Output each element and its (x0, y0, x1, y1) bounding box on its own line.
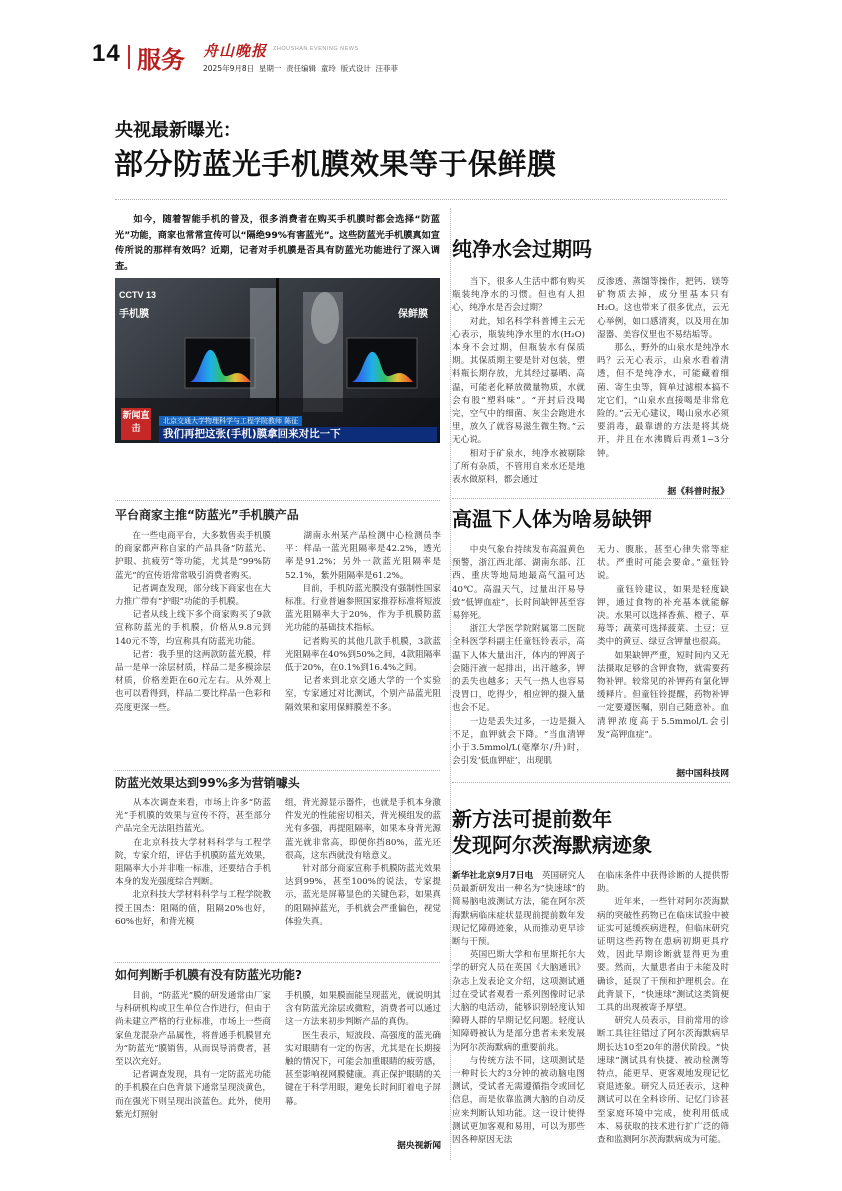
article4-col2: 在临床条件中获得诊断的人提供帮助。 近年来，一些针对阿尔茨海默病的突破性药物已在临床试验中被证实可延缓疾病进程，但临床研究证明这些药物在患病初期更具疗效，因此早期诊断就显得更为重要。然而，大量患者由于未能及时确诊，延误了干预和护理机会。在此背景下，“快速球”测试这类简便工具的出现被寄予厚望。 研究人员表示，目前常用的诊断工具往往错过了阿尔茨海默病早期长达10至20年的潜伏阶段。“快速球”测试具有快捷、被动检测等特点，能更早、更客观地发现记忆衰退迹象。研究人员还表示，这种测试可以在全科诊所、记忆门诊甚至家庭环境中完成，使利用低成本、易获取的技术进行扩广泛的筛查和监测阿尔茨海默病成为可能。 (597, 871, 729, 1146)
section1-rule (115, 500, 440, 501)
lead-kicker: 央视最新曝光： (115, 120, 241, 141)
article2-source: 据《科普时报》 (667, 487, 729, 497)
photo-right-label: 保鲜膜 (398, 309, 428, 320)
section3-rule (115, 962, 440, 963)
header-info: 2025年9月8日 星期一 责任编辑 童玲 版式设计 汪菲菲 (203, 64, 398, 73)
section1-col2: 湖南永州某产品检测中心检测员李平：样品一蓝光阻隔率是42.2%，透光率是91.2%；另外一款蓝光阻隔率是52.1%，紫外阻隔率是61.2%。 目前，手机防蓝光膜没有强制性国家标准。行业普遍参照国家推荐标准将短波蓝光阻隔率大于20%，作为手机膜防蓝光功能的基础技术指标。 记者购买的其他几款手机膜，3款蓝光阻隔率在40%到50%之间，4款阻隔率低于20%，在0.1%到16.4%之间。 记者来到北京交通大学的一个实验室，专家通过对比测试，个别产品蓝光阻隔效果和家用保鲜膜差不多。 (285, 531, 441, 713)
section3-col1: 目前，“防蓝光”膜的研发通常由厂家与科研机构或卫生单位合作进行，但由于尚未建立严格的行业标准，市场上一些商家鱼龙混杂产品属性，将普通手机膜冒充为“防蓝光”膜销售，从而误导消费者，甚至以次充好。 记者调查发现，具有一定防蓝光功能的手机膜在白色背景下通常呈现淡黄色，而在强光下则呈现出淡蓝色。此外，使用紫光灯照射 (115, 991, 271, 1120)
program-badge: 新闻直击 (121, 408, 151, 440)
lead-photo (115, 278, 440, 443)
article3-source: 据中国科技网 (676, 769, 729, 779)
article2-col2: 反渗透、蒸馏等操作，把钙、镁等矿物质去掉，成分里基本只有H₂O。这也带来了很多优点，云无心举例，如口感清爽，以及用在加湿器、美容仪里也不易结垢等。 那么，野外的山泉水是纯净水吗？云无心表示，山泉水看着清透，但不是纯净水，可能藏着细菌、寄生虫等，简单过滤根本搞不定它们，“山泉水直接喝是非常危险的。”云无心建议，喝山泉水必须要消毒，最靠谱的方法是将其烧开，并且在水沸腾后再煮1~3分钟。 (597, 277, 729, 459)
cctv-logo: CCTV 13 (119, 290, 157, 300)
page-header (0, 0, 842, 80)
article4-rule (452, 782, 730, 783)
caption-main: 我们再把这张(手机)膜拿回来对比一下 (159, 427, 437, 442)
article3-col2: 无力、腹胀，甚至心律失常等症状。严重时可能会要命。”童钰铃说。 童钰铃建议，如果是轻度缺钾，通过食物的补充基本就能解决。水果可以选择香蕉、橙子、草莓等；蔬菜可选择菠菜、土豆；豆类中的黄豆、绿豆含钾量也很高。 如果缺钾严重，短时间内又无法摄取足够的含钾食物，就需要药物补钾。较常见的补钾药有氯化钾缓释片。但童钰铃提醒，药物补钾一定要遵医嘱，别自己随意补。血清钾浓度高于5.5mmol/L会引发“高钾血症”。 (597, 545, 729, 740)
paper-pinyin: ZHOUSHAN EVENING NEWS (273, 46, 359, 52)
lead-intro: 如今，随着智能手机的普及，很多消费者在购买手机膜时都会选择“防蓝光”功能，商家也常常宣传可以“隔绝99%有害蓝光”。这些防蓝光手机膜真如宣传所说的那样有效吗？近期，记者对手机膜是否具有防蓝光功能进行了深入调查。 (115, 214, 440, 272)
section-name: 服务 (137, 46, 185, 74)
article4-title-line2: 发现阿尔茨海默病迹象 (452, 833, 652, 857)
column-divider (450, 208, 451, 1160)
article4-col1 (452, 870, 585, 1147)
caption-small: 北京交通大学物理科学与工程学院教师 陈征 (159, 416, 302, 426)
article3-col1: 中央气象台持续发布高温黄色预警，浙江西北部、湖南东部、江西、重庆等地局地最高气温可达40℃。高温天气，过量出汗易导致“低钾血症”，长时间缺钾甚至容易猝死。 浙江大学医学院附属第二医院全科医学科副主任童钰铃表示，高温下人体大量出汗，体内的钾离子会随汗液一起排出，出汗越多，钾的丢失也越多；天气一热人也容易没胃口，吃得少，相应钾的摄入量也会不足。 一边是丢失过多，一边是摄入不足，血钾就会下降。“当血清钾小于3.5mmol/L(毫摩尔/升)时，会引发‘低血钾症’，出现肌 (452, 545, 585, 767)
photo-left-label: 手机膜 (119, 309, 149, 320)
article4-col1-text: 英国研究人员最新研发出一种名为“快速球”的简易脑电波测试方法，能在阿尔茨海默病临床症状显现前提前数年发现记忆障碍迹象，从而推动更早诊断与干预。 英国巴斯大学和布里斯托尔大学的研究人员在英国《大脑通讯》杂志上发表论文介绍，这项测试通过在受试者观看一系列图像时记录大脑的电活动，能够识别轻度认知障碍人群的早期记忆问题。轻度认知障碍被认为是部分患者未来发展为阿尔茨海默病的重要前兆。 与传统方法不同，这项测试是一种时长大约3分钟的被动脑电图测试，受试者无需遵循指令或回忆信息，而是依靠监测大脑的自动反应来判断认知功能。这一设计使得测试更加客观和易用，可以为那些因各种原因无法 (452, 871, 585, 1146)
section2-col1: 从本次调查来看，市场上许多“防蓝光”手机膜的效果与宣传不符，甚至部分产品完全无法阻挡蓝光。 在北京科技大学材料科学与工程学院，专家介绍，评估手机膜防蓝光效果，阻隔率大小并非唯一标准，还要结合手机本身的发光强度综合判断。 北京科技大学材料科学与工程学院教授王国杰：阻隔的值，阻隔20%也好，60%也好，和背光模 (115, 798, 271, 927)
section2-col2: 组，背光源显示器件，也就是手机本身激件发光的性能密切相关，背光模组发的蓝光有多强，再提阻隔率，如果本身背光源蓝光就非常高，即便你挡80%，蓝光还很高，这东西就没有啥意义。 针对部分商家宣称手机膜防蓝光效果达到99%，甚至100%的说法，专家提示，蓝光是屏幕显色的关键色彩，如果真的阻隔掉蓝光，手机就会严重偏色，视觉体验失真。 (285, 798, 441, 927)
section3-title: 如何判断手机膜有没有防蓝光功能? (115, 968, 302, 982)
section1-title: 平台商家主推“防蓝光”手机膜产品 (115, 508, 299, 522)
paper-logo: 舟山晚报 (203, 42, 268, 60)
section2-rule (115, 770, 440, 771)
header-divider (128, 45, 130, 69)
section3-col2: 手机膜，如果膜面能呈现蓝光，就说明其含有防蓝光涂层或微粒，消费者可以通过这一方法来初步判断产品的真伪。 医生表示，短波段、高强度的蓝光确实对眼睛有一定的伤害，尤其是在长期接触的情况下，可能会加重眼睛的疲劳感，甚至影响视网膜健康。真正保护眼睛的关键在于科学用眼，避免长时间盯着电子屏幕。 (285, 991, 441, 1107)
article2-col1: 当下，很多人生活中都有购买瓶装纯净水的习惯。但也有人担心，纯净水是否会过期？ 对此，知名科学科普博主云无心表示，瓶装纯净水里的水(H₂O)本身不会过期，但瓶装水有保质期。其保质期主要是针对包装，塑料瓶长期存放，尤其经过暴晒、高温，可能老化释放微量物质，水就会有股“塑料味”。“开封后没喝完，空气中的细菌、灰尘会跑进水里，放久了就容易滋生微生物。”云无心说。 相对于矿泉水，纯净水被剔除了所有杂质，不管用自来水还是地表水做原料，都会通过 (452, 277, 585, 486)
lead-headline: 部分防蓝光手机膜效果等于保鲜膜 (114, 147, 557, 181)
section3-source: 据央视新闻 (397, 1141, 441, 1151)
article4-title-line1: 新方法可提前数年 (452, 807, 612, 831)
article3-title: 高温下人体为啥易缺钾 (452, 507, 652, 531)
article2-title: 纯净水会过期吗 (452, 237, 592, 261)
section1-col1: 在一些电商平台，大多数售卖手机膜的商家都声称自家的产品具备“防蓝光、护眼、抗疲劳”等功能，尤其是“99%防蓝光”的宣传语常常吸引消费者购买。 记者调查发现，部分线下商家也在大力推广带有“护眼”功能的手机膜。 记者从线上线下多个商家购买了9款宣称防蓝光的手机膜，价格从9.8元到140元不等，均宣称具有防蓝光功能。 记者：我手里的这两款防蓝光膜，样品一是单一涂层材质，样品二是多模涂层材质，价格差距在60元左右。从外观上也可以看得到，样品二要比样品一色彩和亮度更深一些。 (115, 531, 271, 713)
headline-rule (115, 199, 727, 200)
article3-rule (452, 498, 730, 499)
section2-title: 防蓝光效果达到99%多为营销噱头 (115, 776, 300, 790)
page-number: 14 (92, 40, 121, 67)
article4-dateline: 新华社北京9月7日电 (452, 871, 534, 881)
